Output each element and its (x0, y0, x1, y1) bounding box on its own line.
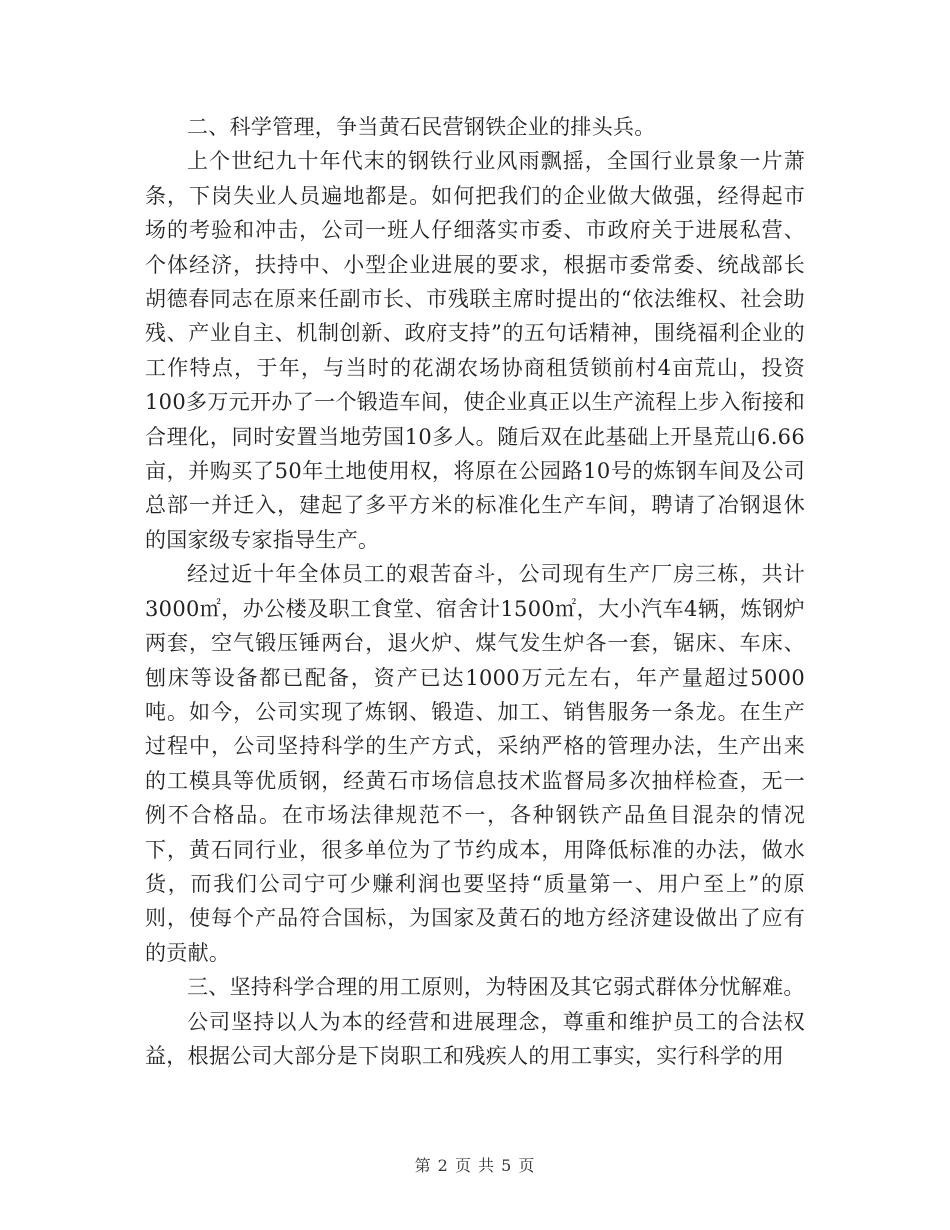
paragraph-employment: 公司坚持以人为本的经营和进展理念，尊重和维护员工的合法权益，根据公司大部分是下岗职工和残疾人的用工事实，实行科学的用 (145, 1009, 805, 1068)
section-heading-3: 三、坚持科学合理的用工原则，为特困及其它弱式群体分忧解难。 (187, 975, 805, 1000)
page-footer: 第 2 页 共 5 页 (414, 1156, 536, 1175)
section-heading-2: 二、科学管理，争当黄石民营钢铁企业的排头兵。 (187, 115, 656, 139)
paragraph-history: 上个世纪九十年代末的钢铁行业风雨飘摇，全国行业景象一片萧条，下岗失业人员遍地都是。如何把我们的企业做大做强，经得起市场的考验和冲击，公司一班人仔细落实市委、市政府关于进展私营、个体经济，扶持中、小型企业进展的要求，根据市委常委、统战部长胡德春同志在原来任副市长、市残联主席时提出的“依法维权、社会助残、产业自主、机制创新、政府支持”的五句话精神，围绕福利企业的工作特点，于年，与当时的花湖农场协商租赁锁前村4亩荒山，投资100多万元开办了一个锻造车间，使企业真正以生产流程上步入衔接和合理化，同时安置当地劳国10多人。随后双在此基础上开垦荒山6.66亩，并购买了50年土地使用权，将原在公园路10号的炼钢车间及公司总部一并迁入，建起了多平方米的标准化生产车间，聘请了冶钢退休的国家级专家指导生产。 (145, 149, 805, 552)
document-body (145, 110, 805, 1073)
paragraph-achievements: 经过近十年全体员工的艰苦奋斗，公司现有生产厂房三栋，共计3000㎡，办公楼及职工食堂、宿舍计1500㎡，大小汽车4辆，炼钢炉两套，空气锻压锤两台，退火炉、煤气发生炉各一套，锯床、车床、刨床等设备都已配备，资产已达1000万元左右，年产量超过5000吨。如今，公司实现了炼钢、锻造、加工、销售服务一条龙。在生产过程中，公司坚持科学的生产方式，采纳严格的管理办法，生产出来的工模具等优质钢，经黄石市场信息技术监督局多次抽样检查，无一例不合格品。在市场法律规范不一，各种钢铁产品鱼目混杂的情况下，黄石同行业，很多单位为了节约成本，用降低标准的办法，做水货，而我们公司宁可少赚利润也要坚持“质量第一、用户至上”的原则，使每个产品符合国标，为国家及黄石的地方经济建设做出了应有的贡献。 (145, 562, 805, 965)
